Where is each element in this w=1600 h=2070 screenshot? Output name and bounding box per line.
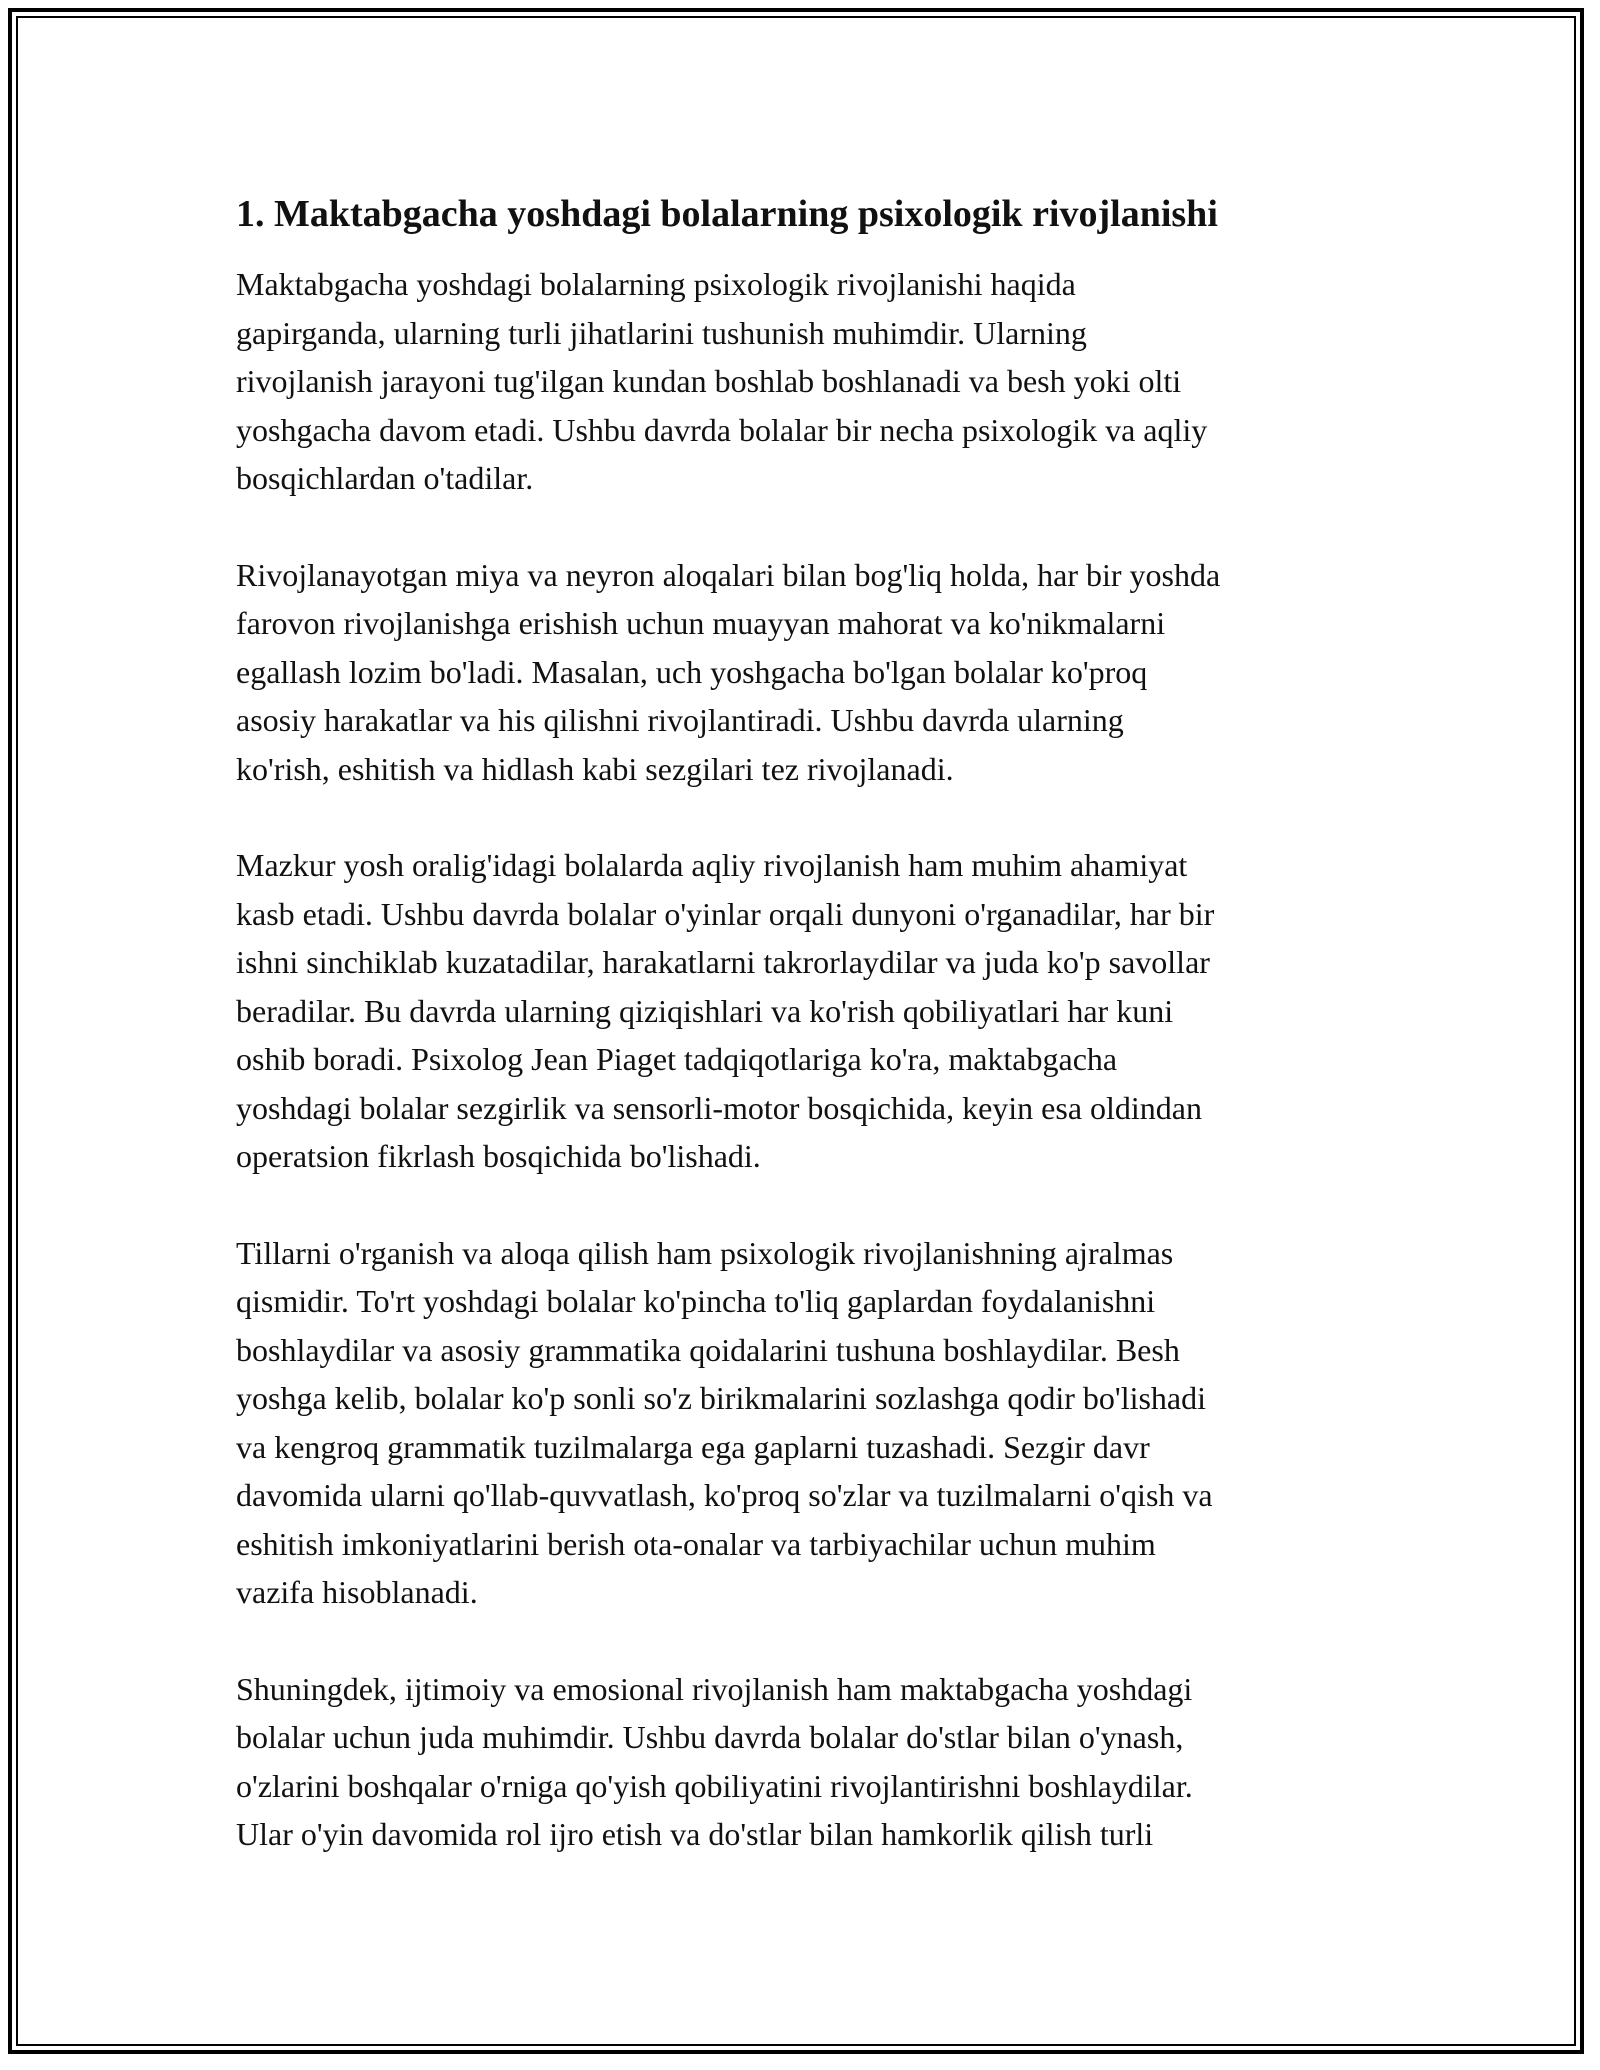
section-heading: 1. Maktabgacha yoshdagi bolalarning psixologik rivojlanishi — [236, 193, 1218, 235]
text-line: va kengroq grammatik tuzilmalarga ega gaplarni tuzashadi. Sezgir davr — [236, 1428, 1150, 1465]
text-line: egallash lozim bo'ladi. Masalan, uch yoshgacha bo'lgan bolalar ko'proq — [236, 653, 1148, 690]
paragraph — [236, 260, 1376, 503]
paragraph-list — [236, 260, 1376, 1859]
text-line: vazifa hisoblanadi. — [236, 1574, 478, 1610]
text-line: ishni sinchiklab kuzatadilar, harakatlarni takrorlaydilar va juda ko'p savollar — [236, 944, 1210, 980]
text-line: Maktabgacha yoshdagi bolalarning psixologik rivojlanishi haqida — [236, 266, 1076, 302]
text-line: Tillarni o'rganish va aloqa qilish ham psixologik rivojlanishning ajralmas — [236, 1234, 1174, 1271]
text-line: oshib boradi. Psixolog Jean Piaget tadqiqotlariga ko'ra, maktabgacha — [236, 1041, 1118, 1077]
text-line: eshitish imkoniyatlarini berish ota-onalar va tarbiyachilar uchun muhim — [236, 1525, 1156, 1562]
text-line: Mazkur yosh oralig'idagi bolalarda aqliy rivojlanish ham muhim ahamiyat — [236, 847, 1188, 883]
document-body — [236, 188, 1376, 1907]
text-line: o'zlarini boshqalar o'rniga qo'yish qobiliyatini rivojlantirishni boshlaydilar. — [236, 1767, 1193, 1804]
text-line: yoshga kelib, bolalar ko'p sonli so'z birikmalarini sozlashga qodir bo'lishadi — [236, 1380, 1207, 1416]
text-line: beradilar. Bu davrda ularning qiziqishlari va ko'rish qobiliyatlari har kuni — [236, 992, 1174, 1029]
paragraph — [236, 1665, 1376, 1859]
paragraph — [236, 551, 1376, 794]
text-line: yoshdagi bolalar sezgirlik va sensorli-motor bosqichida, keyin esa oldindan — [236, 1089, 1202, 1126]
text-line: ko'rish, eshitish va hidlash kabi sezgilari tez rivojlanadi. — [236, 750, 954, 787]
paragraph — [236, 841, 1376, 1181]
text-line: qismidir. To'rt yoshdagi bolalar ko'pincha to'liq gaplardan foydalanishni — [236, 1283, 1156, 1319]
paragraph — [236, 1229, 1376, 1617]
text-line: gapirganda, ularning turli jihatlarini tushunish muhimdir. Ularning — [236, 314, 1087, 351]
text-line: operatsion fikrlash bosqichida bo'lishadi. — [236, 1138, 761, 1174]
text-line: boshlaydilar va asosiy grammatika qoidalarini tushuna boshlaydilar. Besh — [236, 1331, 1180, 1368]
text-line: farovon rivojlanishga erishish uchun muayyan mahorat va ko'nikmalarni — [236, 605, 1166, 641]
text-line: asosiy harakatlar va his qilishni rivojlantiradi. Ushbu davrda ularning — [236, 702, 1124, 738]
text-line: bosqichlardan o'tadilar. — [236, 460, 534, 496]
text-line: rivojlanish jarayoni tug'ilgan kundan boshlab boshlanadi va besh yoki olti — [236, 363, 1182, 399]
text-line: bolalar uchun juda muhimdir. Ushbu davrda bolalar do'stlar bilan o'ynash, — [236, 1719, 1184, 1755]
text-line: Shuningdek, ijtimoiy va emosional rivojlanish ham maktabgacha yoshdagi — [236, 1670, 1193, 1707]
text-line: Rivojlanayotgan miya va neyron aloqalari bilan bog'liq holda, har bir yoshda — [236, 556, 1221, 593]
text-line: kasb etadi. Ushbu davrda bolalar o'yinlar orqali dunyoni o'rganadilar, har bir — [236, 895, 1215, 932]
text-line: Ular o'yin davomida rol ijro etish va do'stlar bilan hamkorlik qilish turli — [236, 1816, 1154, 1852]
text-line: yoshgacha davom etadi. Ushbu davrda bolalar bir necha psixologik va aqliy — [236, 411, 1208, 448]
text-line: davomida ularni qo'llab-quvvatlash, ko'proq so'zlar va tuzilmalarni o'qish va — [236, 1477, 1213, 1513]
